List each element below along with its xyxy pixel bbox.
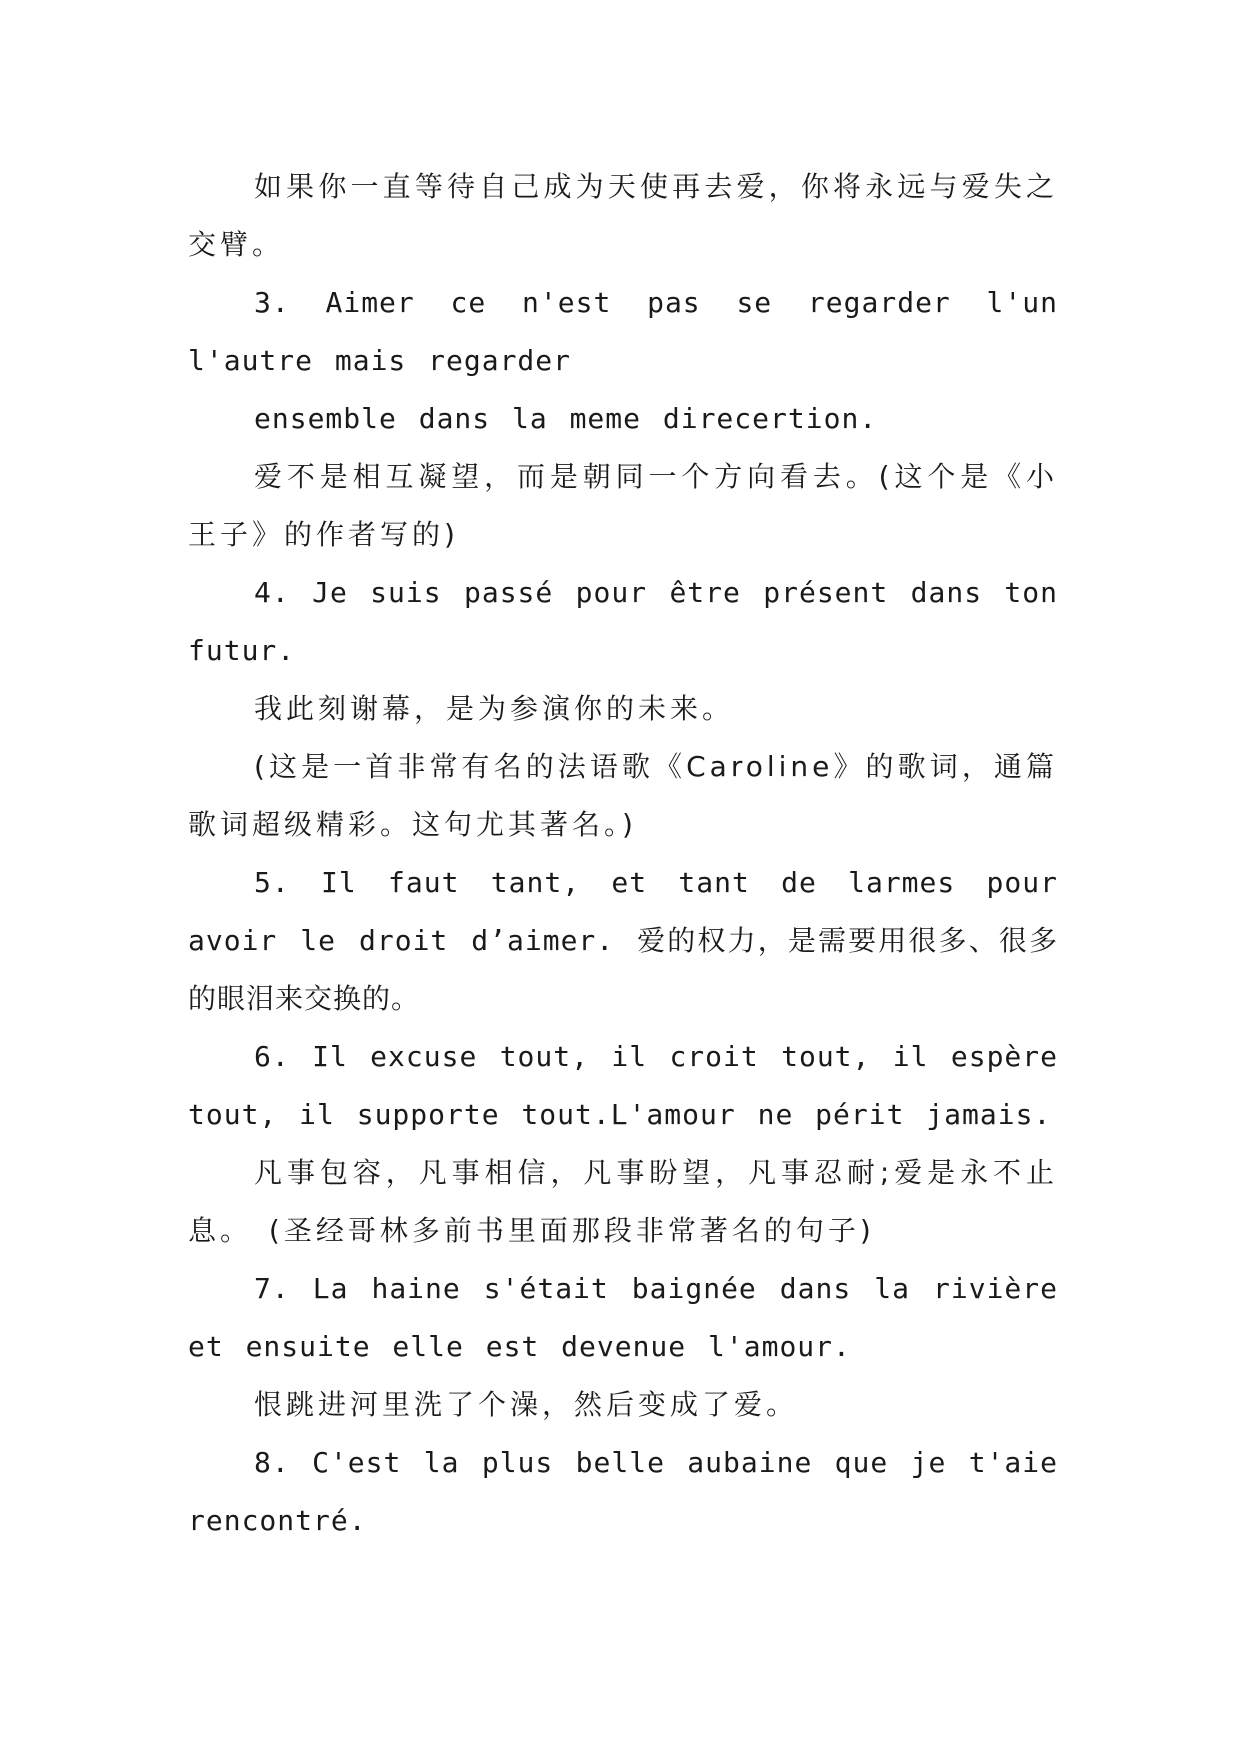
paragraph-quote-6-translation: 凡事包容，凡事相信，凡事盼望，凡事忍耐;爱是永不止息。 (圣经哥林多前书里面那段非常著名的句子)	[188, 1156, 1058, 1247]
paragraph-quote-6: 6. Il excuse tout, il croit tout, il espère tout, il supporte tout.L'amour ne périt jamais.	[188, 1040, 1058, 1131]
paragraph-quote-3: 3. Aimer ce n'est pas se regarder l'un l'autre mais regarder	[188, 286, 1058, 377]
paragraph-intro-translation: 如果你一直等待自己成为天使再去爱，你将永远与爱失之交臂。	[188, 170, 1058, 261]
paragraph-quote-7: 7. La haine s'était baignée dans la rivière et ensuite elle est devenue l'amour.	[188, 1272, 1058, 1363]
paragraph-quote-3-translation: 爱不是相互凝望，而是朝同一个方向看去。(这个是《小王子》的作者写的)	[188, 460, 1058, 551]
paragraph-quote-3-continued: ensemble dans la meme direcertion.	[254, 402, 878, 435]
paragraph-quote-4-translation: 我此刻谢幕，是为参演你的未来。	[254, 692, 735, 725]
paragraph-quote-5: 5. Il faut tant, et tant de larmes pour avoir le droit d’aimer. 爱的权力，是需要用很多、很多的眼泪来交换的。	[188, 866, 1058, 1015]
paragraph-quote-8: 8. C'est la plus belle aubaine que je t'aie rencontré.	[188, 1446, 1058, 1537]
paragraph-quote-7-translation: 恨跳进河里洗了个澡，然后变成了爱。	[254, 1388, 799, 1421]
paragraph-quote-4-note: (这是一首非常有名的法语歌《Caroline》的歌词，通篇歌词超级精彩。这句尤其著名。)	[188, 750, 1058, 841]
document-page	[188, 158, 1058, 1550]
paragraph-quote-4: 4. Je suis passé pour être présent dans ton futur.	[188, 576, 1058, 667]
